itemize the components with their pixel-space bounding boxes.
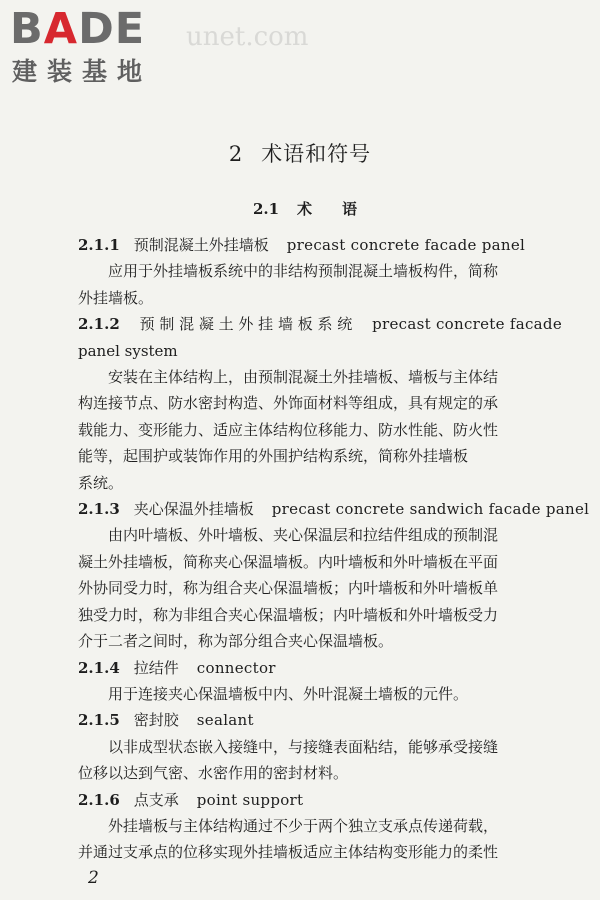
term-number: 2.1.2 <box>78 315 120 334</box>
definition-line: 外协同受力时，称为组合夹心保温墙板；内叶墙板和外叶墙板单 <box>78 579 499 598</box>
term-english: precast concrete facade panel <box>286 236 526 254</box>
terms-content <box>78 232 590 866</box>
term-heading <box>78 655 562 681</box>
page-number: 2 <box>88 868 99 888</box>
term-english: point support <box>196 790 304 809</box>
chapter-name: 术语和符号 <box>261 142 372 166</box>
definition-line: 并通过支承点的位移实现外挂墙板适应主体结构变形能力的柔性 <box>78 843 499 862</box>
term-chinese: 拉结件 <box>133 658 179 677</box>
term-english: precast concrete facade <box>372 315 562 334</box>
term-chinese: 密封胶 <box>133 711 179 730</box>
section-name: 术语 <box>297 200 388 218</box>
term-chinese: 预 制 混 凝 土 外 挂 墙 板 系 统 <box>139 315 353 334</box>
logo-letter-b: B <box>10 4 44 54</box>
definition-line: 外挂墙板。 <box>78 288 154 307</box>
bade-logo <box>10 6 180 88</box>
section-title <box>0 198 600 219</box>
term-heading <box>78 496 590 522</box>
definition-line: 安装在主体结构上，由预制混凝土外挂墙板、墙板与主体结 <box>108 368 499 387</box>
logo-chinese-name: 建装基地 <box>12 57 153 86</box>
term-heading <box>78 787 562 813</box>
term-number: 2.1.5 <box>78 711 120 730</box>
logo-wordmark <box>10 6 145 52</box>
term-number: 2.1.1 <box>78 236 120 254</box>
term-chinese: 点支承 <box>133 790 179 809</box>
definition-line: 外挂墙板与主体结构通过不少于两个独立支承点传递荷载， <box>108 816 499 835</box>
watermark-url: unet.com <box>186 22 309 52</box>
logo-letters-de: DE <box>78 4 146 54</box>
term-english-continued: panel system <box>78 341 178 360</box>
definition-line: 应用于外挂墙板系统中的非结构预制混凝土墙板构件，简称 <box>108 262 499 281</box>
term-number: 2.1.6 <box>78 790 120 809</box>
term-number: 2.1.3 <box>78 500 120 519</box>
chapter-number: 2 <box>228 142 244 166</box>
term-heading <box>78 232 562 258</box>
term-english: sealant <box>196 711 254 730</box>
term-chinese: 预制混凝土外挂墙板 <box>133 236 269 254</box>
term-heading <box>78 707 562 733</box>
term-heading <box>78 311 562 337</box>
definition-line: 构连接节点、防水密封构造、外饰面材料等组成，具有规定的承 <box>78 394 499 413</box>
definition-line: 能等，起围护或装饰作用的外围护结构系统，简称外挂墙板 <box>78 447 469 466</box>
definition-line: 位移以达到气密、水密作用的密封材料。 <box>78 764 349 783</box>
definition-line: 用于连接夹心保温墙板中内、外叶混凝土墙板的元件。 <box>108 684 469 703</box>
definition-line: 以非成型状态嵌入接缝中，与接缝表面粘结，能够承受接缝 <box>108 737 499 756</box>
definition-line: 由内叶墙板、外叶墙板、夹心保温层和拉结件组成的预制混 <box>108 526 499 545</box>
term-english: precast concrete sandwich facade panel <box>271 500 590 519</box>
term-chinese: 夹心保温外挂墙板 <box>133 500 254 519</box>
term-english: connector <box>196 658 276 677</box>
definition-line: 系统。 <box>78 473 124 492</box>
chapter-title <box>0 138 600 168</box>
definition-line: 介于二者之间时，称为部分组合夹心保温墙板。 <box>78 632 394 651</box>
term-number: 2.1.4 <box>78 658 120 677</box>
section-number: 2.1 <box>252 200 280 218</box>
definition-line: 独受力时，称为非组合夹心保温墙板；内叶墙板和外叶墙板受力 <box>78 605 499 624</box>
logo-letter-a: A <box>43 4 79 54</box>
definition-line: 载能力、变形能力、适应主体结构位移能力、防水性能、防火性 <box>78 420 499 439</box>
definition-line: 凝土外挂墙板，简称夹心保温墙板。内叶墙板和外叶墙板在平面 <box>78 552 499 571</box>
